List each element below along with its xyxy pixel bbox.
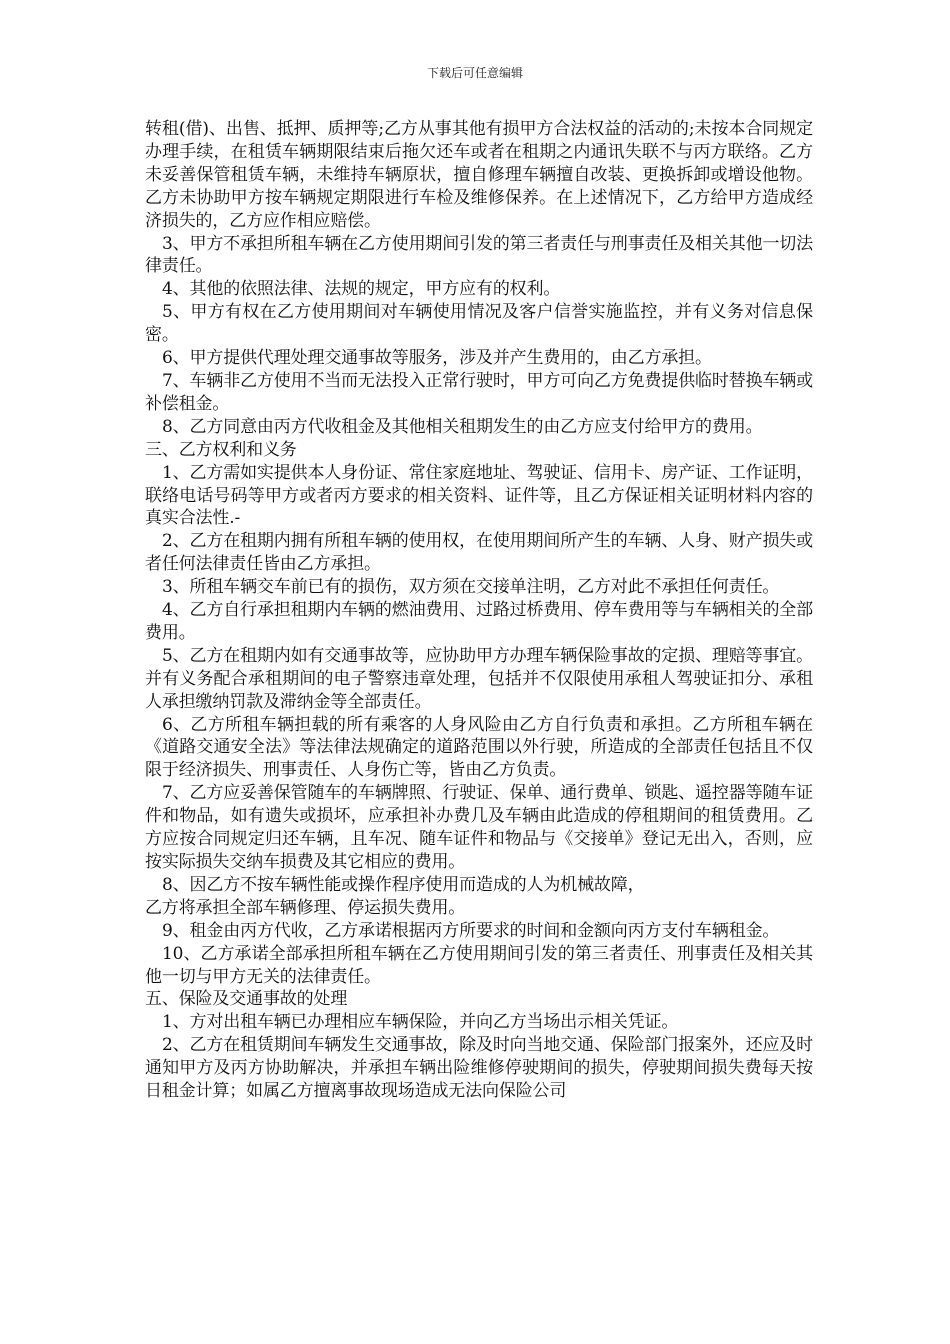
paragraph: 1、乙方需如实提供本人身份证、常住家庭地址、驾驶证、信用卡、房产证、工作证明，联络电话号码等甲方或者丙方要求的相关资料、证件等，且乙方保证相关证明材料内容的真实合法性.- <box>145 462 813 529</box>
paragraph: 5、乙方在租期内如有交通事故等，应协助甲方办理车辆保险事故的定损、理赔等事宜。并有义务配合承租期间的电子警察违章处理，包括并不仅限使用承租人驾驶证扣分、承租人承担缴纳罚款及滞纳金等全部责任。 <box>145 645 813 712</box>
paragraph: 三、乙方权利和义务 <box>145 439 297 460</box>
paragraph: 4、其他的依照法律、法规的规定，甲方应有的权利。 <box>162 279 561 300</box>
paragraph: 2、乙方在租赁期间车辆发生交通事故，除及时向当地交通、保险部门报案外，还应及时通知甲方及丙方协助解决，并承担车辆出险维修停驶期间的损失，停驶期间损失费每天按日租金计算；如属乙方擅离事故现场造成无法向保险公司 <box>145 1035 813 1102</box>
paragraph: 6、甲方提供代理处理交通事故等服务，涉及并产生费用的，由乙方承担。 <box>162 348 712 369</box>
document-body <box>145 118 813 1103</box>
paragraph: 1、方对出租车辆已办理相应车辆保险，并向乙方当场出示相关凭证。 <box>162 1012 679 1033</box>
paragraph: 转租(借)、出售、抵押、质押等;乙方从事其他有损甲方合法权益的活动的;未按本合同规定办理手续，在租赁车辆期限结束后拖欠还车或者在租期之内通讯失联不与丙方联络。乙方未妥善保管租赁车辆，未维持车辆原状，擅自修理车辆擅自改装、更换拆卸或增设他物。乙方未协助甲方按车辆规定期限进行车检及维修保养。在上述情况下，乙方给甲方造成经济损失的，乙方应作相应赔偿。 <box>145 119 813 231</box>
paragraph: 5、甲方有权在乙方使用期间对车辆使用情况及客户信誉实施监控，并有义务对信息保密。 <box>145 302 813 346</box>
paragraph: 7、乙方应妥善保管随车的车辆牌照、行驶证、保单、通行费单、锁匙、遥控器等随车证件和物品，如有遗失或损坏，应承担补办费几及车辆由此造成的停租期间的租赁费用。乙方应按合同规定归还车辆，且车况、随车证件和物品与《交接单》登记无出入，否则，应按实际损失交纳车损费及其它相应的费用。 <box>145 783 813 872</box>
paragraph: 9、租金由丙方代收，乙方承诺根据丙方所要求的时间和金额向丙方支付车辆租金。 <box>162 920 780 941</box>
paragraph: 五、保险及交通事故的处理 <box>145 989 348 1010</box>
paragraph: 4、乙方自行承担租期内车辆的燃油费用、过路过桥费用、停车费用等与车辆相关的全部费用。 <box>145 600 813 643</box>
paragraph: 7、车辆非乙方使用不当而无法投入正常行驶时，甲方可向乙方免费提供临时替换车辆或补偿租金。 <box>145 370 813 414</box>
paragraph: 6、乙方所租车辆担载的所有乘客的人身风险由乙方自行负责和承担。乙方所租车辆在《道路交通安全法》等法律法规确定的道路范围以外行驶，所造成的全部责任包括且不仅限于经济损失、刑事责任、人身伤亡等，皆由乙方负责。 <box>145 714 813 781</box>
paragraph: 3、甲方不承担所租车辆在乙方使用期间引发的第三者责任与刑事责任及相关其他一切法律责任。 <box>145 233 813 277</box>
paragraph: 10、乙方承诺全部承担所租车辆在乙方使用期间引发的第三者责任、刑事责任及相关其他一切与甲方无关的法律责任。 <box>145 943 813 987</box>
paragraph: 3、所租车辆交车前已有的损伤，双方须在交接单注明，乙方对此不承担任何责任。 <box>162 577 780 598</box>
paragraph: 8、因乙方不按车辆性能或操作程序使用而造成的人为机械故障， <box>162 874 645 895</box>
paragraph: 8、乙方同意由丙方代收租金及其他相关租期发生的由乙方应支付给甲方的费用。 <box>162 416 763 437</box>
paragraph: 2、乙方在租期内拥有所租车辆的使用权，在使用期间所产生的车辆、人身、财产损失或者任何法律责任皆由乙方承担。 <box>145 531 813 575</box>
page-header-note: 下载后可任意编辑 <box>426 66 523 80</box>
paragraph: 乙方将承担全部车辆修理、停运损失费用。 <box>145 897 466 918</box>
